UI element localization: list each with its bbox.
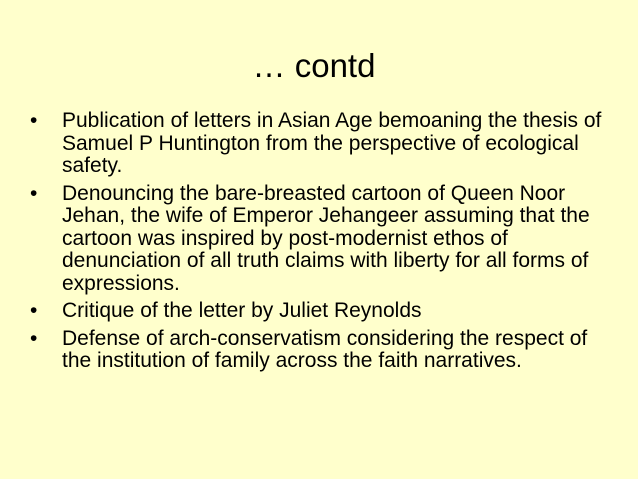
bullet-icon: • — [30, 181, 38, 205]
bullet-icon: • — [30, 299, 38, 322]
list-item — [28, 183, 608, 296]
bullet-icon: • — [30, 326, 38, 350]
list-item — [28, 110, 608, 178]
bullet-icon: • — [30, 109, 38, 132]
bullet-list — [28, 110, 608, 378]
list-item — [28, 328, 608, 373]
bullet-text: Critique of the letter by Juliet Reynolds — [62, 299, 422, 322]
list-item — [28, 300, 608, 323]
slide-title: … contd — [252, 47, 376, 84]
bullet-text: Publication of letters in Asian Age bemoaning the thesis of Samuel P Huntington from the perspective of ecological safety. — [62, 109, 602, 177]
bullet-text: Denouncing the bare-breasted cartoon of Queen Noor Jehan, the wife of Emperor Jehangeer assuming that the cartoon was inspired by post-modernist ethos of denunciation of all truth claims with liberty for all forms of expressions. — [62, 181, 590, 295]
bullet-text: Defense of arch-conservatism considering the respect of the institution of family across the faith narratives. — [62, 326, 588, 372]
